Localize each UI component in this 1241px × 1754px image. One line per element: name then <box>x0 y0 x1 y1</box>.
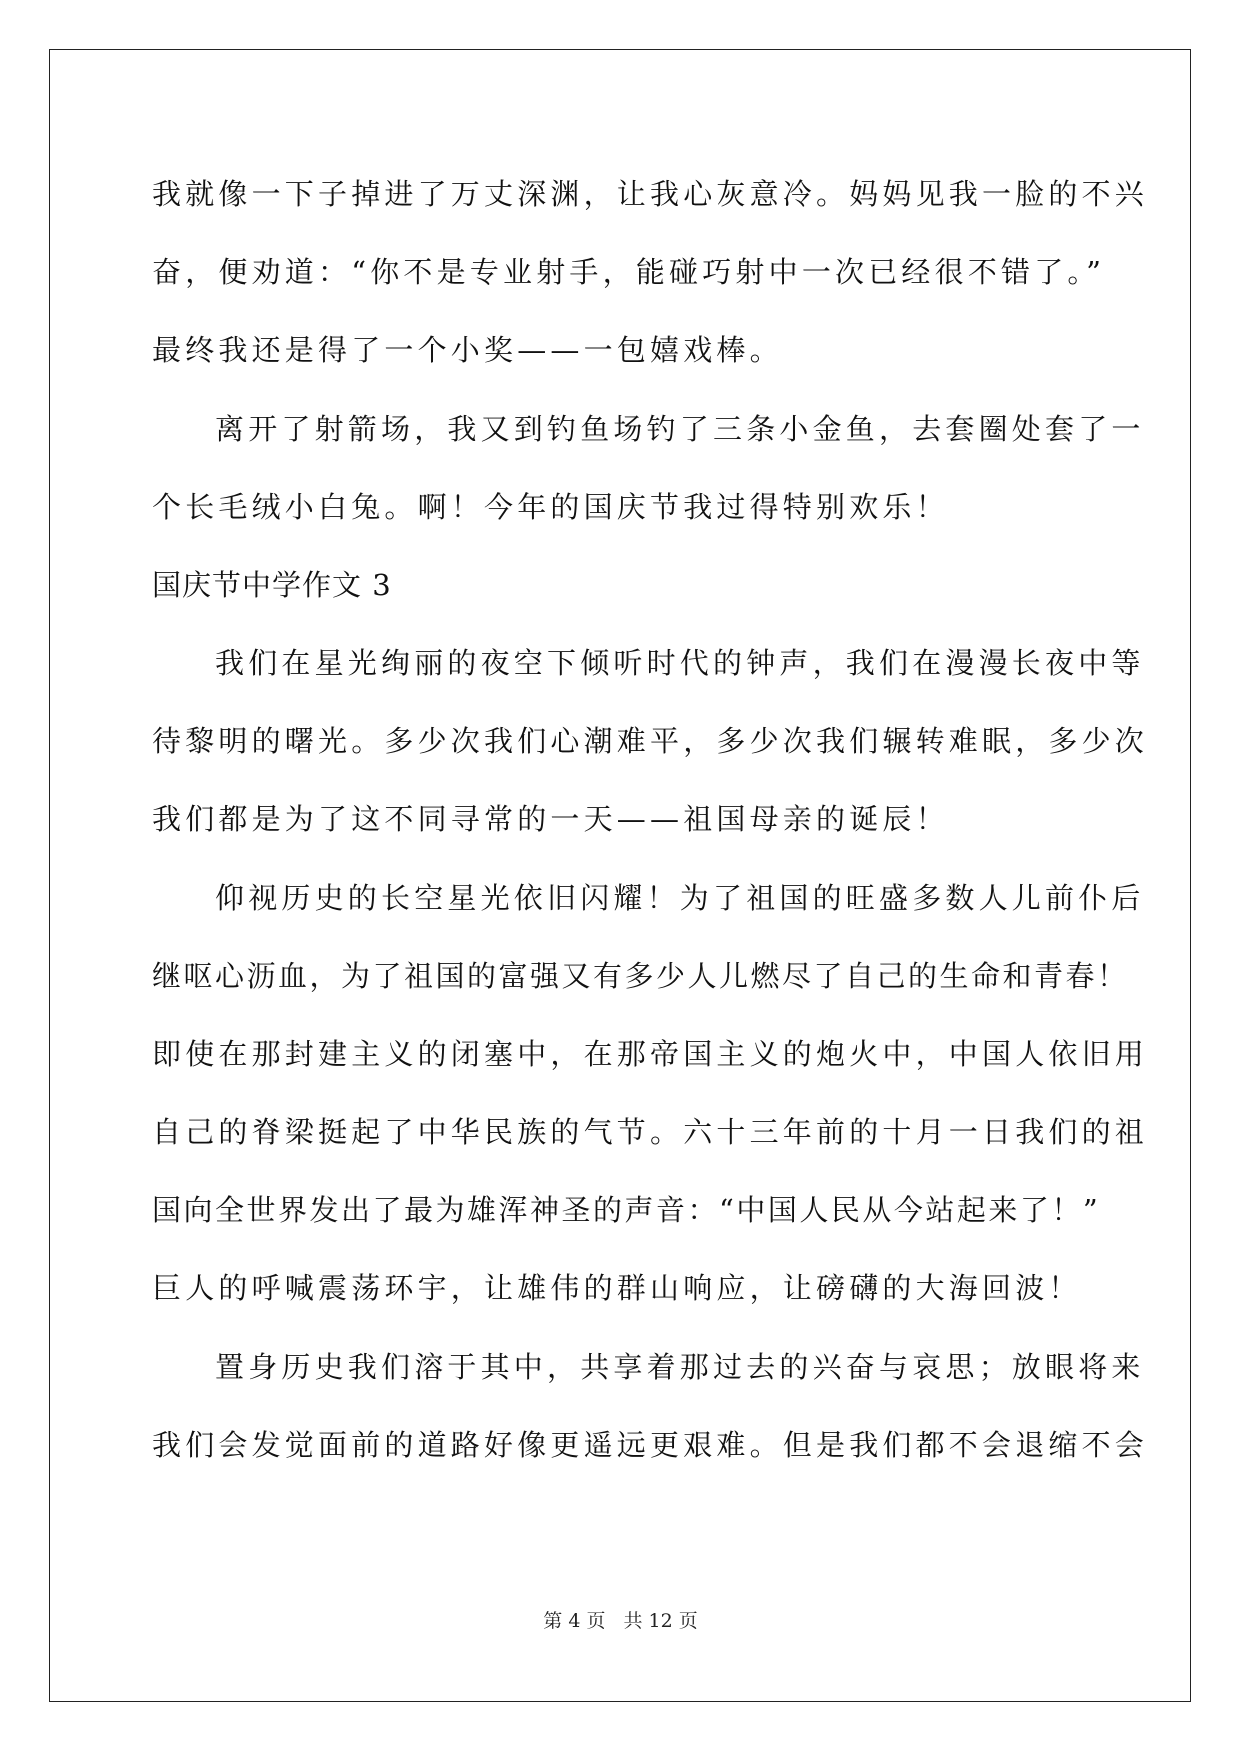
text-line: 我们都是为了这不同寻常的一天——祖国母亲的诞辰！ <box>152 802 949 836</box>
text-line: 最终我还是得了一个小奖——一包嬉戏棒。 <box>152 333 783 367</box>
text-line: 奋，便劝道：“你不是专业射手，能碰巧射中一次已经很不错了。” <box>152 255 1106 289</box>
text-line: 巨人的呼喊震荡环宇，让雄伟的群山响应，让磅礴的大海回波！ <box>152 1271 1082 1305</box>
section-heading: 国庆节中学作文 3 <box>152 568 392 602</box>
page-footer <box>0 1606 1241 1633</box>
paragraph-first-line: 离开了射箭场，我又到钓鱼场钓了三条小金鱼，去套圈处套了一 <box>215 412 1145 446</box>
paragraph-first-line: 我们在星光绚丽的夜空下倾听时代的钟声，我们在漫漫长夜中等 <box>215 646 1145 680</box>
page-number: 第 4 页 <box>543 1610 606 1632</box>
text-line: 自己的脊梁挺起了中华民族的气节。六十三年前的十月一日我们的祖 <box>152 1115 1149 1149</box>
text-line: 继呕心沥血，为了祖国的富强又有多少人儿燃尽了自己的生命和青春！ <box>152 959 1129 993</box>
paragraph-first-line: 置身历史我们溶于其中，共享着那过去的兴奋与哀思；放眼将来 <box>215 1350 1145 1384</box>
paragraph-first-line: 仰视历史的长空星光依旧闪耀！为了祖国的旺盛多数人儿前仆后 <box>215 881 1145 915</box>
text-line: 我们会发觉面前的道路好像更遥远更艰难。但是我们都不会退缩不会 <box>152 1428 1149 1462</box>
text-line: 我就像一下子掉进了万丈深渊，让我心灰意冷。妈妈见我一脸的不兴 <box>152 177 1149 211</box>
text-line: 即使在那封建主义的闭塞中，在那帝国主义的炮火中，中国人依旧用 <box>152 1037 1149 1071</box>
page-total: 共 12 页 <box>623 1610 698 1632</box>
text-line: 国向全世界发出了最为雄浑神圣的声音：“中国人民从今站起来了！” <box>152 1193 1101 1227</box>
text-line: 待黎明的曙光。多少次我们心潮难平，多少次我们辗转难眠，多少次 <box>152 724 1149 758</box>
text-line: 个长毛绒小白兔。啊！今年的国庆节我过得特别欢乐！ <box>152 490 949 524</box>
